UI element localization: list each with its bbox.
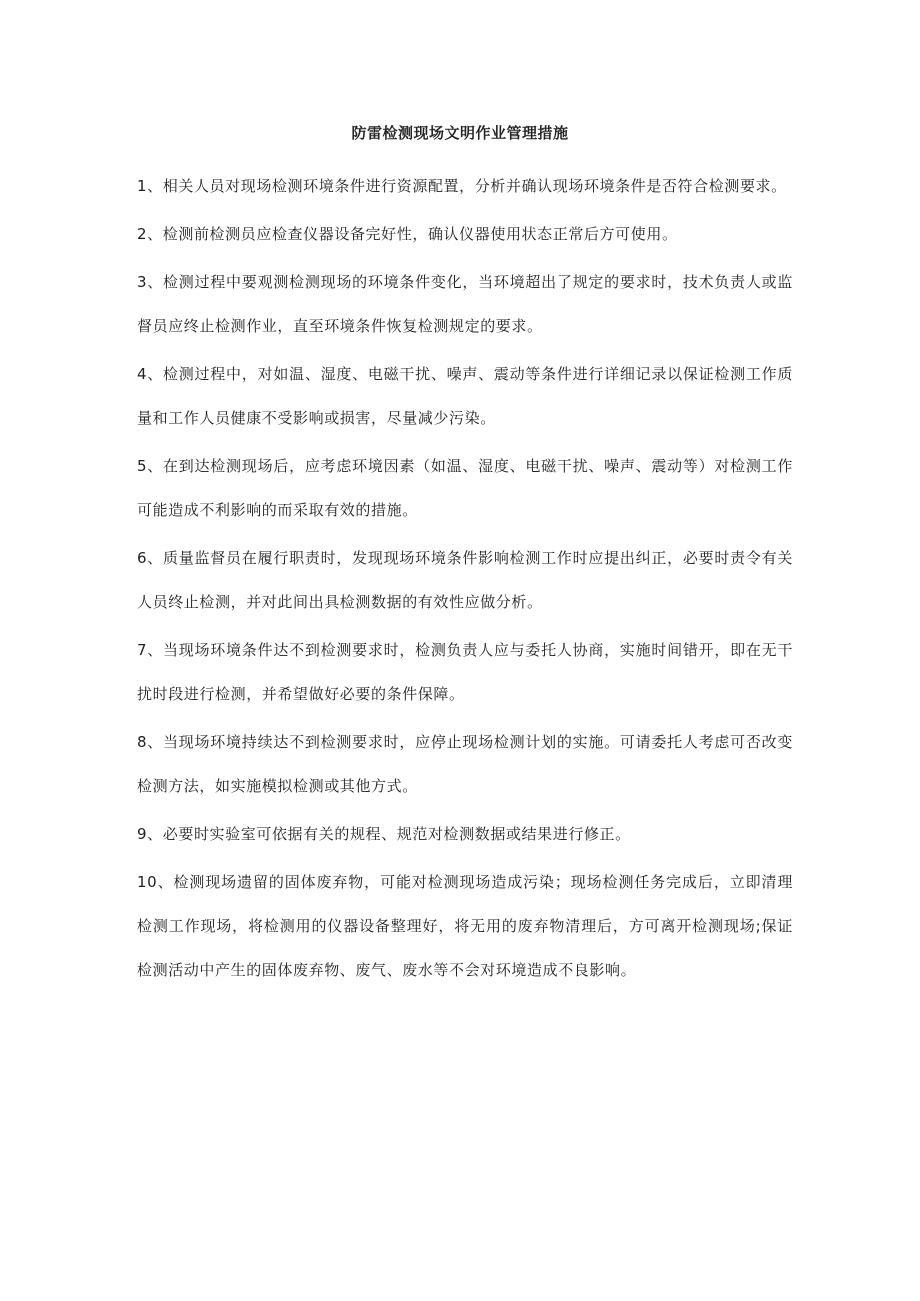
- measures-list: [137, 164, 793, 996]
- measure-item-10: 10、检测现场遗留的固体废弃物，可能对检测现场造成污染；现场检测任务完成后，立即清理检测工作现场，将检测用的仪器设备整理好，将无用的废弃物清理后，方可离开检测现场;保证检测活动中产生的固体废弃物、废气、废水等不会对环境造成不良影响。: [137, 873, 793, 979]
- measure-item-5: 5、在到达检测现场后，应考虑环境因素（如温、湿度、电磁干扰、噪声、震动等）对检测工作可能造成不利影响的而采取有效的措施。: [137, 457, 793, 519]
- measure-item-7: 7、当现场环境条件达不到检测要求时，检测负责人应与委托人协商，实施时间错开，即在无干扰时段进行检测，并希望做好必要的条件保障。: [137, 641, 793, 703]
- document-title: 防雷检测现场文明作业管理措施: [351, 124, 569, 142]
- measure-item-1: 1、相关人员对现场检测环境条件进行资源配置，分析并确认现场环境条件是否符合检测要求。: [137, 177, 787, 195]
- measure-item-9: 9、必要时实验室可依据有关的规程、规范对检测数据或结果进行修正。: [137, 825, 631, 843]
- measure-item-3: 3、检测过程中要观测检测现场的环境条件变化，当环境超出了规定的要求时，技术负责人或监督员应终止检测作业，直至环境条件恢复检测规定的要求。: [137, 273, 793, 335]
- measure-item-8: 8、当现场环境持续达不到检测要求时，应停止现场检测计划的实施。可请委托人考虑可否改变检测方法，如实施模拟检测或其他方式。: [137, 733, 793, 795]
- measure-item-6: 6、质量监督员在履行职责时，发现现场环境条件影响检测工作时应提出纠正，必要时责令有关人员终止检测，并对此间出具检测数据的有效性应做分析。: [137, 549, 793, 611]
- measure-item-2: 2、检测前检测员应检查仪器设备完好性，确认仪器使用状态正常后方可使用。: [137, 225, 678, 243]
- measure-item-4: 4、检测过程中，对如温、湿度、电磁干扰、噪声、震动等条件进行详细记录以保证检测工作质量和工作人员健康不受影响或损害，尽量减少污染。: [137, 365, 793, 427]
